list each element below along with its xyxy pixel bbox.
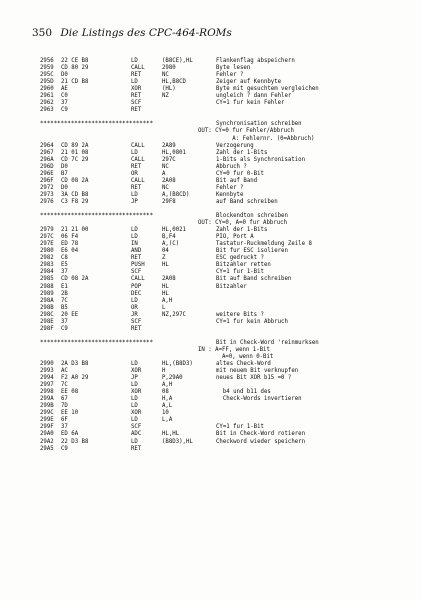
line-mnemonic: RET <box>131 184 142 191</box>
line-mnemonic: IN <box>131 241 138 248</box>
line-address: 296F <box>40 177 54 184</box>
line-operands: 10 <box>162 410 169 417</box>
line-address: 2990 <box>40 361 54 368</box>
line-comment: Fehler ? <box>216 72 244 79</box>
line-mnemonic: LD <box>131 396 138 403</box>
line-opcode-bytes: C0 <box>61 93 68 100</box>
line-operands: NC <box>162 72 169 79</box>
line-comment: Checkword wieder speichern <box>216 438 306 445</box>
line-operands: HL <box>162 262 169 269</box>
line-mnemonic: LD <box>131 58 138 64</box>
listing-code-line <box>40 150 412 157</box>
line-opcode-bytes: CD 7C 29 <box>61 156 89 163</box>
line-operands: HL,B8CD <box>162 79 186 86</box>
line-operands: A,L <box>162 403 173 410</box>
line-operands: 2A08 <box>162 276 176 283</box>
line-mnemonic: LD <box>131 297 138 304</box>
line-opcode-bytes: B5 <box>61 304 68 311</box>
section-separator: ********************************* <box>40 213 153 220</box>
line-mnemonic: JP <box>131 198 138 205</box>
line-address: 2994 <box>40 375 54 382</box>
line-operands: A,(C) <box>162 241 180 248</box>
line-mnemonic: AND <box>131 248 142 255</box>
listing-code-line <box>40 446 412 453</box>
section-title: Bit in Check-Word 'reinmurksen <box>216 339 319 346</box>
listing-code-line <box>40 72 412 79</box>
line-comment: Check-Words invertieren <box>216 396 302 403</box>
listing-code-line <box>40 143 412 150</box>
line-address: 2962 <box>40 100 54 107</box>
line-mnemonic: OR <box>131 304 138 311</box>
listing-code-line <box>40 100 412 107</box>
section-header-line <box>40 121 412 128</box>
line-mnemonic: JR <box>131 311 138 318</box>
line-operands: 29F8 <box>162 198 176 205</box>
line-operands: L,A <box>162 417 173 424</box>
listing-code-line <box>40 269 412 276</box>
line-opcode-bytes: 21 01 08 <box>61 149 89 156</box>
line-opcode-bytes: E1 <box>61 283 68 290</box>
line-comment: Bitzahler retten <box>216 262 271 269</box>
line-address: 29A0 <box>40 431 54 438</box>
line-opcode-bytes: B7 <box>61 170 68 177</box>
line-address: 2959 <box>40 65 54 72</box>
line-operands: 08 <box>162 389 169 396</box>
listing-code-line <box>40 291 412 298</box>
line-address: 2964 <box>40 142 54 149</box>
line-opcode-bytes: 22 CE B8 <box>61 58 89 64</box>
line-mnemonic: ADC <box>131 431 142 438</box>
line-opcode-bytes: C8 <box>61 255 68 262</box>
line-address: 298E <box>40 318 54 325</box>
line-opcode-bytes: 7C <box>61 382 68 389</box>
line-operands: Z <box>162 255 166 262</box>
blank-line <box>40 114 412 121</box>
line-comment: ESC gedruckt ? <box>216 255 264 262</box>
line-mnemonic: JP <box>131 375 138 382</box>
line-opcode-bytes: ED 78 <box>61 241 79 248</box>
line-operands: NZ <box>162 93 169 100</box>
section-note: A: Fehlernr. (0=Abbruch) <box>198 135 315 142</box>
line-address: 295C <box>40 72 54 79</box>
line-opcode-bytes: F2 A0 29 <box>61 375 89 382</box>
listing-code-line <box>40 93 412 100</box>
line-address: 2976 <box>40 198 54 205</box>
line-address: 2973 <box>40 191 54 198</box>
blank-line <box>40 206 412 213</box>
line-mnemonic: RET <box>131 255 142 262</box>
line-operands: A,(B8CD) <box>162 191 190 198</box>
listing-code-line <box>40 241 412 248</box>
section-note: OUT: CY=0 fur Fehler/Abbruch <box>198 128 294 135</box>
line-mnemonic: LD <box>131 403 138 410</box>
listing-code-line <box>40 382 412 389</box>
line-comment: Bit auf Band <box>216 177 258 184</box>
line-comment: neues Bit XOR b15 =0 ? <box>216 375 292 382</box>
line-opcode-bytes: 21 CD B8 <box>61 79 89 86</box>
line-comment: Fehler ? <box>216 184 244 191</box>
line-operands: HL,0801 <box>162 149 186 156</box>
line-opcode-bytes: 37 <box>61 269 68 276</box>
line-mnemonic: LD <box>131 227 138 234</box>
line-operands: NC <box>162 184 169 191</box>
line-mnemonic: RET <box>131 72 142 79</box>
line-comment: Zahl der 1-Bits <box>216 149 268 156</box>
line-operands: (B8CE),HL <box>162 58 193 64</box>
line-opcode-bytes: 6F <box>61 417 68 424</box>
line-operands: (HL) <box>162 86 176 93</box>
listing-code-line <box>40 234 412 241</box>
line-address: 29A5 <box>40 445 54 452</box>
line-opcode-bytes: 22 D3 B8 <box>61 438 89 445</box>
section-note: IN : A=FF, wenn 1-Bit <box>198 346 270 353</box>
line-operands: NC <box>162 163 169 170</box>
line-address: 2979 <box>40 227 54 234</box>
line-address: 299E <box>40 417 54 424</box>
line-operands: A <box>162 170 166 177</box>
line-mnemonic: RET <box>131 325 142 332</box>
listing-code-line <box>40 171 412 178</box>
section-separator: ********************************* <box>40 339 153 346</box>
line-address: 2982 <box>40 255 54 262</box>
line-opcode-bytes: C9 <box>61 325 68 332</box>
line-mnemonic: LD <box>131 438 138 445</box>
line-operands: 2A08 <box>162 177 176 184</box>
line-address: 297E <box>40 241 54 248</box>
line-mnemonic: OR <box>131 170 138 177</box>
section-note-line <box>40 354 412 361</box>
line-operands: (B8D3),HL <box>162 438 193 445</box>
listing-code-line <box>40 199 412 206</box>
line-address: 299F <box>40 424 54 431</box>
section-title: Synchronisation schreiben <box>216 121 302 128</box>
page-number: 350 <box>32 27 53 39</box>
line-address: 296E <box>40 170 54 177</box>
line-address: 296A <box>40 156 54 163</box>
listing-code-line <box>40 424 412 431</box>
line-address: 296D <box>40 163 54 170</box>
line-address: 298F <box>40 325 54 332</box>
line-address: 299B <box>40 403 54 410</box>
line-address: 2997 <box>40 382 54 389</box>
line-comment: CY=1 fur kein Fehler <box>216 100 285 107</box>
line-opcode-bytes: AC <box>61 368 68 375</box>
line-comment: weitere Bits ? <box>216 311 264 318</box>
line-opcode-bytes: CD 08 2A <box>61 177 89 184</box>
line-mnemonic: LD <box>131 382 138 389</box>
line-address: 299C <box>40 410 54 417</box>
listing-code-line <box>40 403 412 410</box>
listing-code-line <box>40 178 412 185</box>
line-opcode-bytes: 37 <box>61 318 68 325</box>
assembly-listing <box>40 58 412 453</box>
line-opcode-bytes: EE 10 <box>61 410 79 417</box>
line-opcode-bytes: 7C <box>61 297 68 304</box>
line-comment: CY=1 fur 1-Bit <box>216 269 264 276</box>
line-address: 2980 <box>40 248 54 255</box>
line-mnemonic: RET <box>131 163 142 170</box>
line-operands: P,29A0 <box>162 375 183 382</box>
section-note: A=0, wenn 0-Bit <box>198 353 274 360</box>
line-address: 2985 <box>40 276 54 283</box>
listing-code-line <box>40 185 412 192</box>
line-address: 2998 <box>40 389 54 396</box>
listing-code-line <box>40 305 412 312</box>
line-comment: Zeiger auf Kennbyte <box>216 79 282 86</box>
listing-code-line <box>40 65 412 72</box>
line-comment: Tastatur-Ruckmeldung Zeile 8 <box>216 241 312 248</box>
line-operands: H <box>162 368 166 375</box>
listing-code-line <box>40 276 412 283</box>
line-mnemonic: XOR <box>131 86 142 93</box>
line-operands: 2A89 <box>162 142 176 149</box>
listing-code-line <box>40 86 412 93</box>
line-opcode-bytes: 67 <box>61 396 68 403</box>
line-comment: ungleich ? dann Fehler <box>216 93 292 100</box>
line-mnemonic: SCF <box>131 269 142 276</box>
listing-code-line <box>40 368 412 375</box>
listing-code-line <box>40 410 412 417</box>
line-operands: A,H <box>162 297 173 304</box>
line-comment: mit neuem Bit verknupfen <box>216 368 299 375</box>
line-address: 2972 <box>40 184 54 191</box>
section-note: OUT: CY=0, A=0 fur Abbruch <box>198 220 288 227</box>
line-opcode-bytes: 37 <box>61 424 68 431</box>
line-operands: HL,0021 <box>162 227 186 234</box>
line-comment: Bit fur ESC isolieren <box>216 248 288 255</box>
line-opcode-bytes: AE <box>61 86 68 93</box>
line-opcode-bytes: 2A D3 B8 <box>61 361 89 368</box>
section-header-line <box>40 213 412 220</box>
line-address: 295D <box>40 79 54 86</box>
listing-code-line <box>40 389 412 396</box>
line-address: 2993 <box>40 368 54 375</box>
line-mnemonic: PUSH <box>131 262 145 269</box>
line-comment: Zahl der 1-Bits <box>216 227 268 234</box>
line-mnemonic: CALL <box>131 276 145 283</box>
line-opcode-bytes: CD 08 2A <box>61 276 89 283</box>
line-opcode-bytes: 21 21 00 <box>61 227 89 234</box>
line-opcode-bytes: E5 <box>61 262 68 269</box>
line-mnemonic: LD <box>131 191 138 198</box>
line-comment: b4 und b11 des <box>216 389 271 396</box>
line-comment: Flankenflag abspeichern <box>216 58 295 64</box>
line-mnemonic: CALL <box>131 65 145 72</box>
listing-code-line <box>40 79 412 86</box>
line-operands: H,A <box>162 396 173 403</box>
line-comment: CY=0 fur 0-Bit <box>216 170 264 177</box>
line-mnemonic: DEC <box>131 290 142 297</box>
line-address: 2983 <box>40 262 54 269</box>
listing-code-line <box>40 284 412 291</box>
page-header <box>32 27 232 39</box>
line-address: 298B <box>40 304 54 311</box>
line-mnemonic: XOR <box>131 410 142 417</box>
line-operands: 04 <box>162 248 169 255</box>
line-opcode-bytes: ED 6A <box>61 431 79 438</box>
line-opcode-bytes: C3 F8 29 <box>61 198 89 205</box>
section-note-line <box>40 136 412 143</box>
line-opcode-bytes: 06 F4 <box>61 234 79 241</box>
line-mnemonic: LD <box>131 79 138 86</box>
line-comment: CY=1 fur 1-Bit <box>216 424 264 431</box>
line-mnemonic: XOR <box>131 368 142 375</box>
listing-code-line <box>40 262 412 269</box>
line-operands: HL <box>162 290 169 297</box>
line-comment: Bit auf Band schreiben <box>216 276 292 283</box>
listing-code-line <box>40 157 412 164</box>
line-mnemonic: SCF <box>131 424 142 431</box>
line-opcode-bytes: D0 <box>61 72 68 79</box>
listing-code-line <box>40 326 412 333</box>
line-address: 2963 <box>40 107 54 114</box>
line-operands: HL <box>162 283 169 290</box>
line-mnemonic: LD <box>131 234 138 241</box>
line-mnemonic: RET <box>131 107 142 114</box>
listing-code-line <box>40 58 412 65</box>
line-operands: B,F4 <box>162 234 176 241</box>
line-address: 298A <box>40 297 54 304</box>
line-operands: 297C <box>162 156 176 163</box>
listing-code-line <box>40 439 412 446</box>
line-mnemonic: LD <box>131 417 138 424</box>
line-comment: Bit in Check-Word rotieren <box>216 431 306 438</box>
line-comment: Kennbyte <box>216 191 244 198</box>
listing-code-line <box>40 312 412 319</box>
line-opcode-bytes: 20 EE <box>61 311 79 318</box>
line-address: 2960 <box>40 86 54 93</box>
listing-code-line <box>40 227 412 234</box>
line-mnemonic: CALL <box>131 142 145 149</box>
line-mnemonic: CALL <box>131 177 145 184</box>
line-address: 2984 <box>40 269 54 276</box>
listing-code-line <box>40 107 412 114</box>
line-address: 299A <box>40 396 54 403</box>
line-comment: auf Band schreiben <box>216 198 278 205</box>
line-operands: L <box>162 304 166 311</box>
line-operands: HL,(B8D3) <box>162 361 193 368</box>
line-operands: A,H <box>162 382 173 389</box>
section-note-line <box>40 128 412 135</box>
line-address: 2961 <box>40 93 54 100</box>
line-opcode-bytes: C9 <box>61 445 68 452</box>
line-opcode-bytes: CD 80 29 <box>61 65 89 72</box>
listing-code-line <box>40 396 412 403</box>
line-comment: Byte mit gesuchtem vergleichen <box>216 86 319 93</box>
listing-code-line <box>40 361 412 368</box>
line-mnemonic: LD <box>131 361 138 368</box>
listing-code-line <box>40 375 412 382</box>
line-mnemonic: RET <box>131 93 142 100</box>
section-note-line <box>40 220 412 227</box>
line-opcode-bytes: 7D <box>61 403 68 410</box>
line-opcode-bytes: E6 04 <box>61 248 79 255</box>
line-address: 2988 <box>40 283 54 290</box>
section-note-line <box>40 347 412 354</box>
line-address: 298C <box>40 311 54 318</box>
line-comment: PIO, Port A <box>216 234 254 241</box>
page-title: Die Listings des CPC-464-ROMs <box>60 27 232 39</box>
blank-line <box>40 333 412 340</box>
line-mnemonic: RET <box>131 445 142 452</box>
line-operands: 2980 <box>162 65 176 72</box>
line-comment: Bitzahler <box>216 283 247 290</box>
line-opcode-bytes: C9 <box>61 107 68 114</box>
section-separator: ********************************* <box>40 121 153 128</box>
line-comment: Verzogerung <box>216 142 254 149</box>
listing-code-line <box>40 248 412 255</box>
line-mnemonic: SCF <box>131 318 142 325</box>
line-opcode-bytes: EE 08 <box>61 389 79 396</box>
line-mnemonic: POP <box>131 283 142 290</box>
section-title: Blockendton schreiben <box>216 213 288 220</box>
line-address: 2967 <box>40 149 54 156</box>
line-opcode-bytes: D0 <box>61 184 68 191</box>
line-address: 297C <box>40 234 54 241</box>
line-opcode-bytes: 2B <box>61 290 68 297</box>
line-comment: CY=1 fur kein Abbruch <box>216 318 288 325</box>
line-mnemonic: CALL <box>131 156 145 163</box>
line-comment: 1-Bits als Synchronisation <box>216 156 306 163</box>
line-mnemonic: LD <box>131 149 138 156</box>
line-operands: HL,HL <box>162 431 180 438</box>
line-comment: Byte lesen <box>216 65 251 72</box>
listing-code-line <box>40 298 412 305</box>
line-address: 2956 <box>40 58 54 64</box>
listing-code-line <box>40 192 412 199</box>
line-mnemonic: SCF <box>131 100 142 107</box>
line-opcode-bytes: 37 <box>61 100 68 107</box>
line-address: 29A2 <box>40 438 54 445</box>
line-opcode-bytes: CD 89 2A <box>61 142 89 149</box>
line-comment: altes Check-Word <box>216 361 271 368</box>
listing-code-line <box>40 417 412 424</box>
listing-code-line <box>40 164 412 171</box>
line-operands: NZ,297C <box>162 311 186 318</box>
line-opcode-bytes: 3A CD B8 <box>61 191 89 198</box>
line-address: 2989 <box>40 290 54 297</box>
section-header-line <box>40 340 412 347</box>
line-opcode-bytes: D0 <box>61 163 68 170</box>
listing-code-line <box>40 319 412 326</box>
line-mnemonic: XOR <box>131 389 142 396</box>
listing-code-line <box>40 431 412 438</box>
line-comment: Abbruch ? <box>216 163 247 170</box>
listing-code-line <box>40 255 412 262</box>
